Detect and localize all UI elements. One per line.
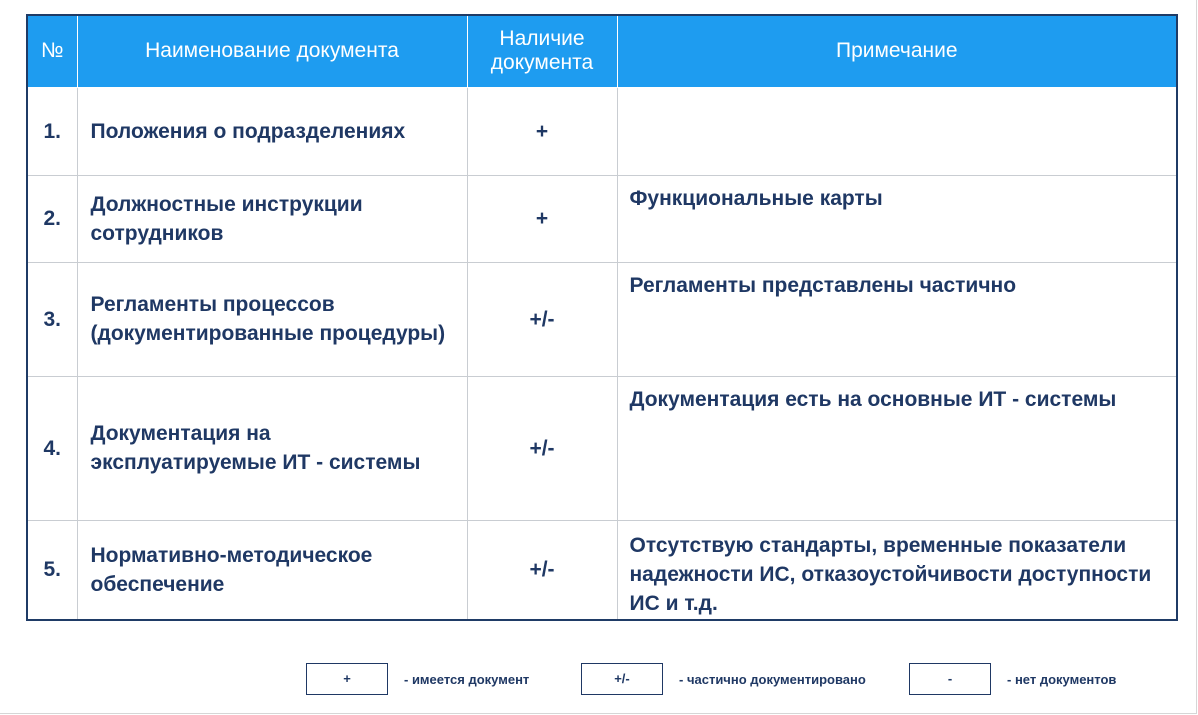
row-name: Нормативно-методическое обеспечение xyxy=(77,520,467,620)
row-num: 2. xyxy=(27,175,77,262)
row-name: Регламенты процессов (документированные процедуры) xyxy=(77,262,467,376)
row-num: 5. xyxy=(27,520,77,620)
row-name: Должностные инструкции сотрудников xyxy=(77,175,467,262)
row-note xyxy=(617,87,1177,175)
row-name: Положения о подразделениях xyxy=(77,87,467,175)
row-num: 1. xyxy=(27,87,77,175)
row-availability: +/- xyxy=(467,376,617,520)
table-row xyxy=(27,262,1177,376)
documents-table xyxy=(26,14,1178,621)
legend-box-absent: - xyxy=(909,663,991,695)
header-num: № xyxy=(27,15,77,87)
header-note: Примечание xyxy=(617,15,1177,87)
row-availability: + xyxy=(467,87,617,175)
row-note: Документация есть на основные ИТ - системы xyxy=(617,376,1177,520)
row-availability: + xyxy=(467,175,617,262)
legend-box-present: + xyxy=(306,663,388,695)
legend-label-absent: - нет документов xyxy=(1007,672,1117,687)
row-num: 3. xyxy=(27,262,77,376)
row-num: 4. xyxy=(27,376,77,520)
legend-label-present: - имеется документ xyxy=(404,672,530,687)
header-availability: Наличие документа xyxy=(467,15,617,87)
table-row xyxy=(27,520,1177,620)
legend-label-partial: - частично документировано xyxy=(679,672,866,687)
row-availability: +/- xyxy=(467,520,617,620)
row-note: Отсутствую стандарты, временные показатели надежности ИС, отказоустойчивости доступности ИС и т.д. xyxy=(617,520,1177,620)
row-name: Документация на эксплуатируемые ИТ - системы xyxy=(77,376,467,520)
row-availability: +/- xyxy=(467,262,617,376)
table-header-row xyxy=(27,15,1177,87)
table-row xyxy=(27,376,1177,520)
row-note: Функциональные карты xyxy=(617,175,1177,262)
legend-box-partial: +/- xyxy=(581,663,663,695)
table-row xyxy=(27,87,1177,175)
table-row xyxy=(27,175,1177,262)
header-name: Наименование документа xyxy=(77,15,467,87)
row-note: Регламенты представлены частично xyxy=(617,262,1177,376)
